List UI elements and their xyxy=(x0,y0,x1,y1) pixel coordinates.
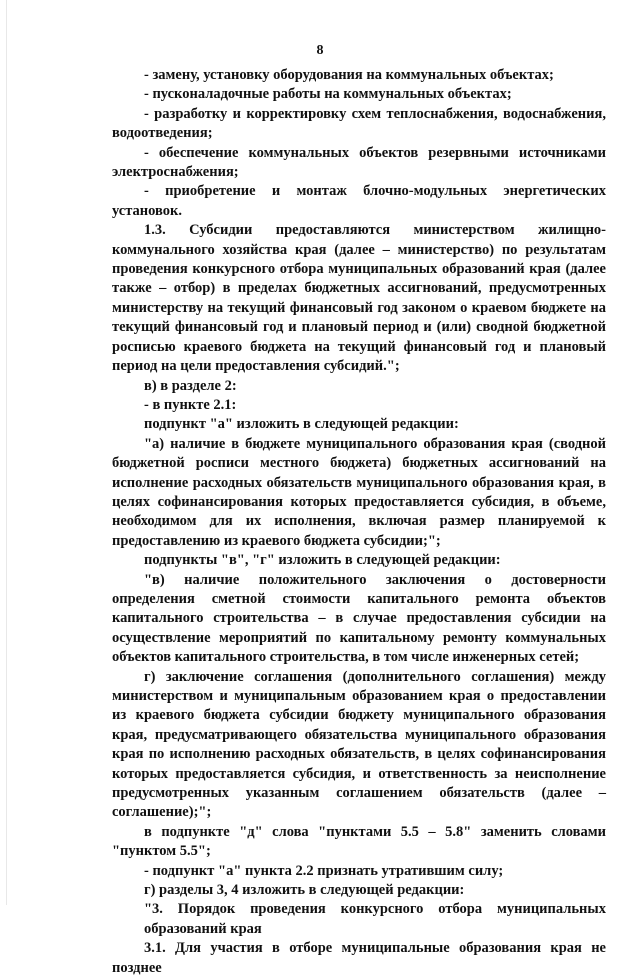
list-item-equipment: - замену, установку оборудования на коммунальных объектах; xyxy=(144,67,554,83)
clause-3-1: 3.1. Для участия в отборе муниципальные образования края не позднее xyxy=(112,940,606,976)
amendment-subitem-v-text: "в) наличие положительного заключения о достоверности определения сметной стоимости капитального ремонта объектов капитального строительства – в случае предоставления субсидии на осуществление мероприятий по капитальному ремонту коммунальных объектов капитального строительства, в том числе инженерных сетей; xyxy=(112,571,606,666)
amendment-subitem-a-text: "а) наличие в бюджете муниципального образования края (сводной бюджетной росписи местного бюджета) бюджетных ассигнований на исполнение расходных обязательств муниципального образования края, в целях софинансирования которых предоставляется субсидия, в объеме, необходимом для их исполнения, включая размер планируемой к предоставлению из краевого бюджета субсидии;"; xyxy=(112,435,606,549)
amendment-section-2: в) в разделе 2: xyxy=(144,377,237,394)
amendment-subitem-d: в подпункте "д" слова "пунктами 5.5 – 5.8" заменить словами "пунктом 5.5"; xyxy=(112,823,606,860)
document-body xyxy=(112,66,606,978)
list-item-commissioning: - пусконаладочные работы на коммунальных объектах; xyxy=(144,86,512,103)
amendment-subitems-v-g-intro: подпункты "в", "г" изложить в следующей редакции: xyxy=(144,552,501,569)
amendment-item-2-1: - в пункте 2.1: xyxy=(144,396,237,413)
list-item-schemes: - разработку и корректировку схем теплоснабжения, водоснабжения, водоотведения; xyxy=(112,105,606,142)
amendment-sections-3-4: г) разделы 3, 4 изложить в следующей редакции: xyxy=(144,882,465,899)
page-number: 8 xyxy=(316,43,324,58)
amendment-subitem-g-text: г) заключение соглашения (дополнительного соглашения) между министерством и муниципальным образованием края о предоставлении из краевого бюджета субсидии бюджету муниципального образования края, предусматривающего обязательства муниципального образования края по исполнению расходных обязательств, в целях софинансирования которых предоставляется субсидия, и ответственность за неисполнение предусмотренных указанным соглашением обязательств (далее – соглашение);"; xyxy=(112,668,606,821)
list-item-modular-units: - приобретение и монтаж блочно-модульных энергетических установок. xyxy=(112,183,606,219)
amendment-item-2-2: - подпункт "а" пункта 2.2 признать утратившим силу; xyxy=(144,862,504,879)
section-3-heading: "3. Порядок проведения конкурсного отбора муниципальных образований края xyxy=(144,901,606,937)
clause-1-3: 1.3. Субсидии предоставляются министерством жилищно-коммунального хозяйства края (далее – министерство) по результатам проведения конкурсного отбора муниципальных образований края (далее также – отбор) в пределах бюджетных ассигнований, предусмотренных министерству на текущий финансовый год законом о краевом бюджете на текущий финансовый год и плановый период и (или) сводной бюджетной росписью краевого бюджета на текущий финансовый год и плановый период на цели предоставления субсидий."; xyxy=(112,222,606,375)
amendment-subitem-a-intro: подпункт "а" изложить в следующей редакции: xyxy=(144,416,459,433)
scan-edge-line xyxy=(6,0,7,905)
list-item-backup-power: - обеспечение коммунальных объектов резервными источниками электроснабжения; xyxy=(112,144,606,181)
